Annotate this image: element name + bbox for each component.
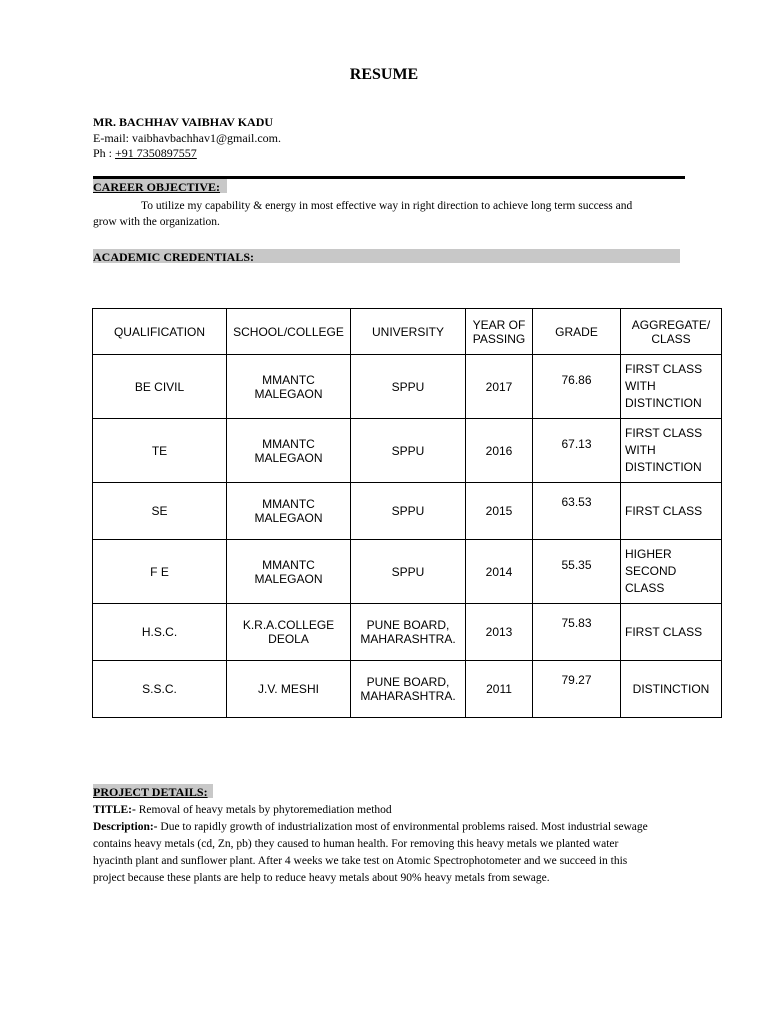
year-cell: 2017: [466, 355, 533, 419]
table-row: [93, 483, 722, 540]
school-cell: J.V. MESHI: [227, 661, 351, 718]
university-cell: SPPU: [351, 355, 466, 419]
grade-cell: 55.35: [533, 540, 621, 604]
candidate-name: MR. BACHHAV VAIBHAV KADU: [93, 115, 274, 129]
project-description-text: Due to rapidly growth of industrialization most of environmental problems raised. Most industrial sewage contains heavy metals (cd, Zn, pb) they caused to human health. For removing this heavy metals we planted water hyacinth plant and sunflower plant. After 4 weeks we take test on Atomic Spectrophotometer and we succeed in this project because these plants are help to reduce heavy metals about 90% heavy metals from sewage.: [93, 821, 648, 884]
table-row: [93, 661, 722, 718]
phone-line: [93, 146, 197, 161]
university-cell: SPPU: [351, 483, 466, 540]
school-cell: K.R.A.COLLEGE DEOLA: [227, 604, 351, 661]
project-title-text: Removal of heavy metals by phytoremediation method: [135, 804, 392, 816]
phone-number-link[interactable]: +91 7350897557: [115, 146, 197, 160]
aggregate-cell: HIGHER SECOND CLASS: [621, 540, 722, 604]
qualification-cell: F E: [93, 540, 227, 604]
header-aggregate-class: AGGREGATE/ CLASS: [621, 309, 722, 355]
header-qualification: QUALIFICATION: [93, 309, 227, 355]
academic-credentials-heading: ACADEMIC CREDENTIALS:: [93, 250, 255, 264]
table-row: [93, 604, 722, 661]
aggregate-cell: FIRST CLASS WITH DISTINCTION: [621, 355, 722, 419]
qualification-cell: S.S.C.: [93, 661, 227, 718]
year-cell: 2014: [466, 540, 533, 604]
qualification-cell: BE CIVIL: [93, 355, 227, 419]
academic-credentials-table: [92, 308, 722, 718]
aggregate-cell: FIRST CLASS: [621, 483, 722, 540]
career-objective-text: To utilize my capability & energy in most effective way in right direction to achieve long term success and grow with the organization.: [93, 200, 633, 228]
table-header-row: [93, 309, 722, 355]
qualification-cell: H.S.C.: [93, 604, 227, 661]
project-description: [93, 819, 653, 887]
table-row: [93, 540, 722, 604]
header-grade: GRADE: [533, 309, 621, 355]
header-year-of-passing: YEAR OF PASSING: [466, 309, 533, 355]
career-objective-heading: CAREER OBJECTIVE:: [93, 180, 221, 194]
university-cell: SPPU: [351, 540, 466, 604]
year-cell: 2015: [466, 483, 533, 540]
project-title-label: TITLE:-: [93, 804, 136, 816]
header-school-college: SCHOOL/COLLEGE: [227, 309, 351, 355]
year-cell: 2013: [466, 604, 533, 661]
school-cell: MMANTC MALEGAON: [227, 355, 351, 419]
grade-cell: 75.83: [533, 604, 621, 661]
university-cell: PUNE BOARD, MAHARASHTRA.: [351, 604, 466, 661]
school-cell: MMANTC MALEGAON: [227, 540, 351, 604]
year-cell: 2011: [466, 661, 533, 718]
phone-prefix: Ph :: [93, 146, 116, 160]
qualification-cell: TE: [93, 419, 227, 483]
table-row: [93, 419, 722, 483]
grade-cell: 63.53: [533, 483, 621, 540]
school-cell: MMANTC MALEGAON: [227, 419, 351, 483]
grade-cell: 79.27: [533, 661, 621, 718]
header-university: UNIVERSITY: [351, 309, 466, 355]
qualification-cell: SE: [93, 483, 227, 540]
resume-title: RESUME: [349, 66, 419, 83]
aggregate-cell: FIRST CLASS WITH DISTINCTION: [621, 419, 722, 483]
university-cell: SPPU: [351, 419, 466, 483]
email-line: E-mail: vaibhavbachhav1@gmail.com.: [93, 131, 281, 145]
aggregate-cell: FIRST CLASS: [621, 604, 722, 661]
project-title-line: [93, 802, 653, 819]
aggregate-cell: DISTINCTION: [621, 661, 722, 718]
table-row: [93, 355, 722, 419]
grade-cell: 76.86: [533, 355, 621, 419]
school-cell: MMANTC MALEGAON: [227, 483, 351, 540]
grade-cell: 67.13: [533, 419, 621, 483]
year-cell: 2016: [466, 419, 533, 483]
project-description-label: Description:-: [93, 821, 158, 833]
project-details-heading: PROJECT DETAILS:: [93, 785, 208, 799]
university-cell: PUNE BOARD, MAHARASHTRA.: [351, 661, 466, 718]
